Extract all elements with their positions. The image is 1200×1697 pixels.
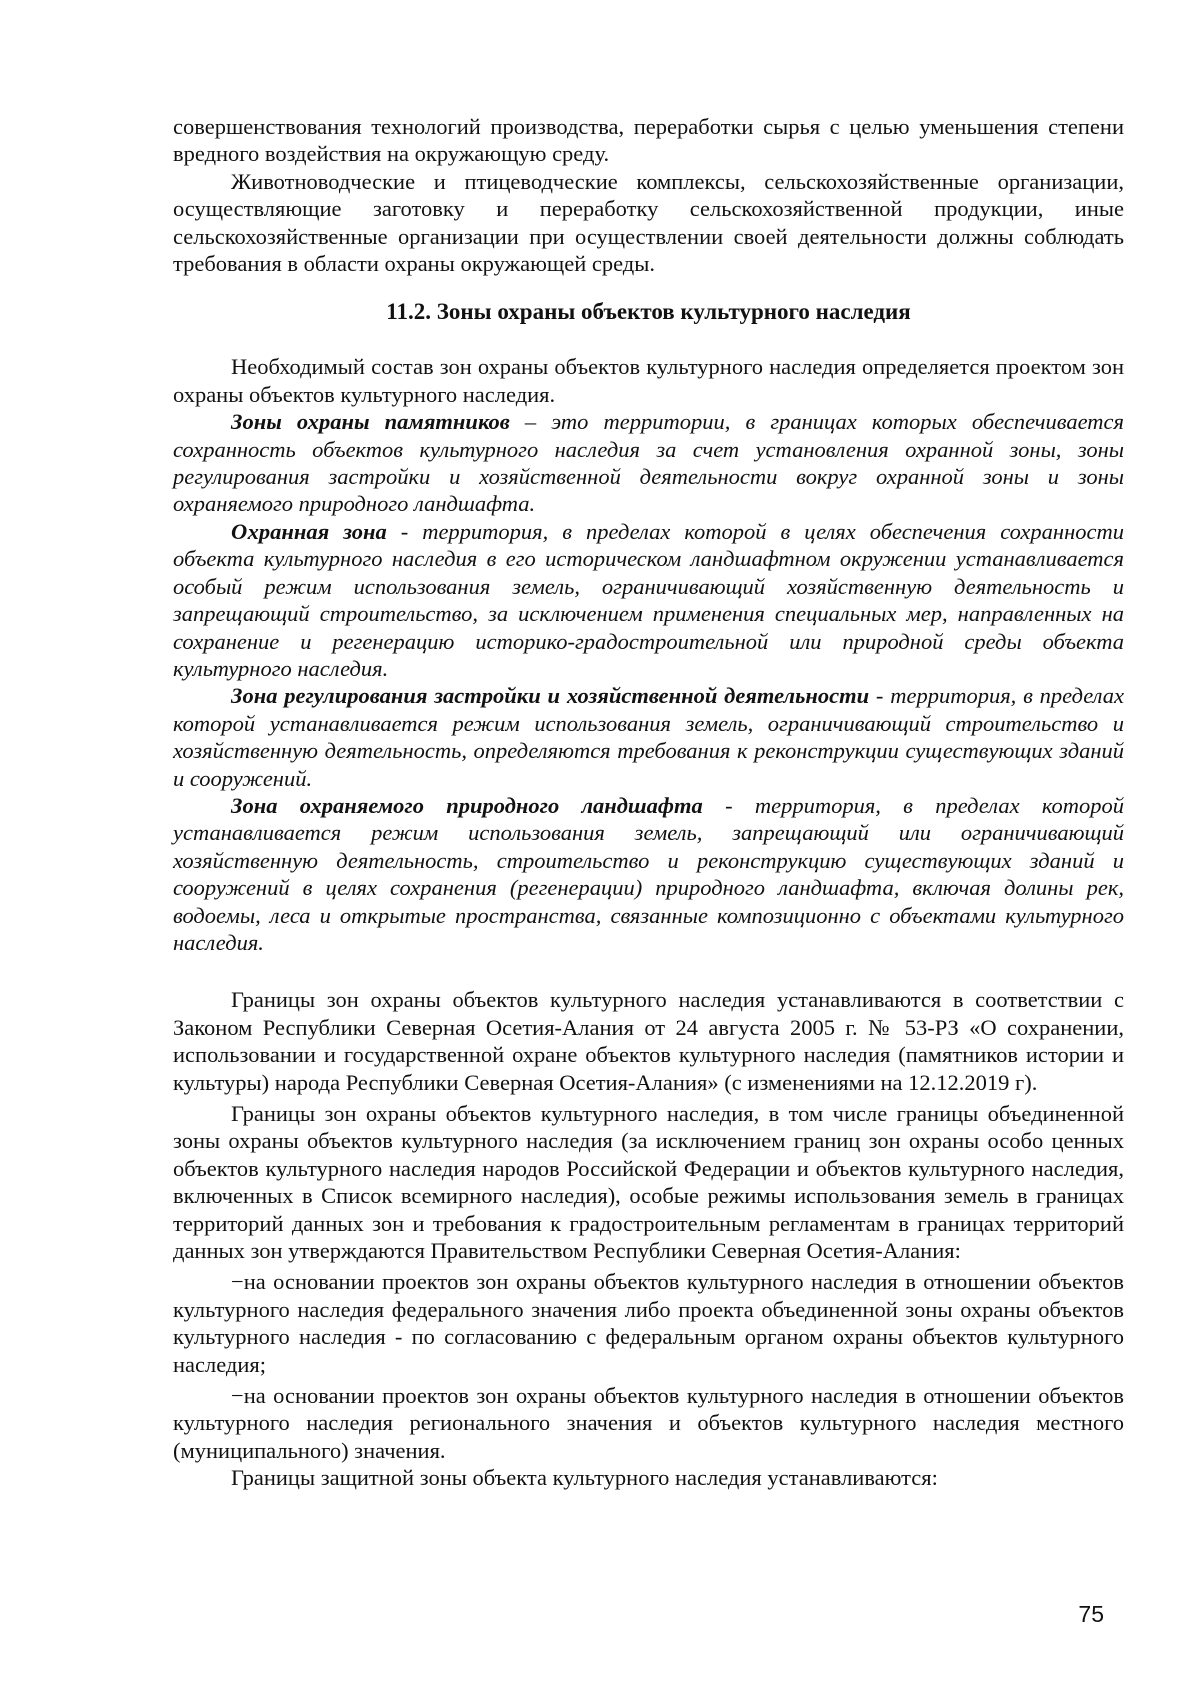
list-item-federal: −на основании проектов зон охраны объектов культурного наследия в отношении объектов культурного наследия федерального значения либо проекта объединенной зоны охраны объектов культурного наследия - по согласованию с федеральным органом охраны объектов культурного наследия; bbox=[173, 1269, 1124, 1377]
definition-text: - территория, в пределах которой в целях обеспечения сохранности объекта культурного наследия в его историческом ландшафтном окружении устанавливается особый режим использования земель, ограничивающий хозяйственную деятельность и запрещающий строительство, за исключением применения специальных мер, направленных на сохранение и регенерацию историко-градостроительной или природной среды объекта культурного наследия. bbox=[173, 518, 1124, 681]
definition-term: Зона охраняемого природного ландшафта bbox=[231, 792, 703, 818]
definition-text: - территория, в пределах которой устанавливается режим использования земель, запрещающий или ограничивающий хозяйственную деятельность, строительство и реконструкцию существующих зданий и сооружений в целях сохранения (регенерации) природного ландшафта, включая долины рек, водоемы, леса и открытые пространства, связанные композиционно с объектами культурного наследия. bbox=[173, 792, 1124, 955]
paragraph-agriculture: Животноводческие и птицеводческие комплексы, сельскохозяйственные организации, осуществляющие заготовку и переработку сельскохозяйственной продукции, иные сельскохозяйственные организации при осуществлении своей деятельности должны соблюдать требования в области охраны окружающей среды. bbox=[173, 168, 1124, 277]
paragraph-approval: Границы зон охраны объектов культурного наследия, в том числе границы объединенной зоны охраны объектов культурного наследия (за исключением границ зон охраны особо ценных объектов культурного наследия народов Российской Федерации и объектов культурного наследия, включенных в Список всемирного наследия), особые режимы использования земель в границах территорий данных зон и требования к градостроительным регламентам в границах территорий данных зон утверждаются Правительством Республики Северная Осетия-Алания: bbox=[173, 1101, 1124, 1264]
definition-regulation-zone bbox=[173, 682, 1124, 792]
paragraph-zone-composition: Необходимый состав зон охраны объектов культурного наследия определяется проектом зон охраны объектов культурного наследия. bbox=[173, 354, 1124, 407]
page-content bbox=[173, 113, 1124, 1492]
section-heading: 11.2. Зоны охраны объектов культурного наследия bbox=[386, 299, 911, 325]
definition-text: - территория, в пределах которой устанавливается режим использования земель, ограничивающий строительство и хозяйственную деятельность, определяются требования к реконструкции существующих зданий и сооружений. bbox=[173, 683, 1124, 791]
definition-term: Зона регулирования застройки и хозяйственной деятельности bbox=[231, 683, 870, 709]
definition-term: Охранная зона bbox=[231, 518, 387, 544]
definition-term: Зоны охраны памятников bbox=[231, 409, 510, 435]
paragraph-protective-zone: Границы защитной зоны объекта культурного наследия устанавливаются: bbox=[231, 1465, 938, 1491]
list-item-regional: −на основании проектов зон охраны объектов культурного наследия в отношении объектов культурного наследия регионального значения и объектов культурного наследия местного (муниципального) значения. bbox=[173, 1383, 1124, 1463]
spacer bbox=[173, 956, 1124, 986]
paragraph-continuation: совершенствования технологий производства, переработки сырья с целью уменьшения степени вредного воздействия на окружающую среду. bbox=[173, 114, 1124, 167]
paragraph-law-reference: Границы зон охраны объектов культурного наследия устанавливаются в соответствии с Законом Республики Северная Осетия-Алания от 24 августа 2005 г. № 53-РЗ «О сохранении, использовании и государственной охране объектов культурного наследия (памятников истории и культуры) народа Республики Северная Осетия-Алания» (с изменениями на 12.12.2019 г). bbox=[173, 987, 1124, 1095]
definition-landscape-zone bbox=[173, 792, 1124, 956]
definition-monument-zones bbox=[173, 408, 1124, 518]
definition-text: – это территории, в границах которых обеспечивается сохранность объектов культурного наследия за счет установления охранной зоны, зоны регулирования застройки и хозяйственной деятельности вокруг охранной зоны и зоны охраняемого природного ландшафта. bbox=[173, 409, 1124, 517]
definition-protection-zone bbox=[173, 518, 1124, 682]
page-number: 75 bbox=[1078, 1601, 1104, 1627]
